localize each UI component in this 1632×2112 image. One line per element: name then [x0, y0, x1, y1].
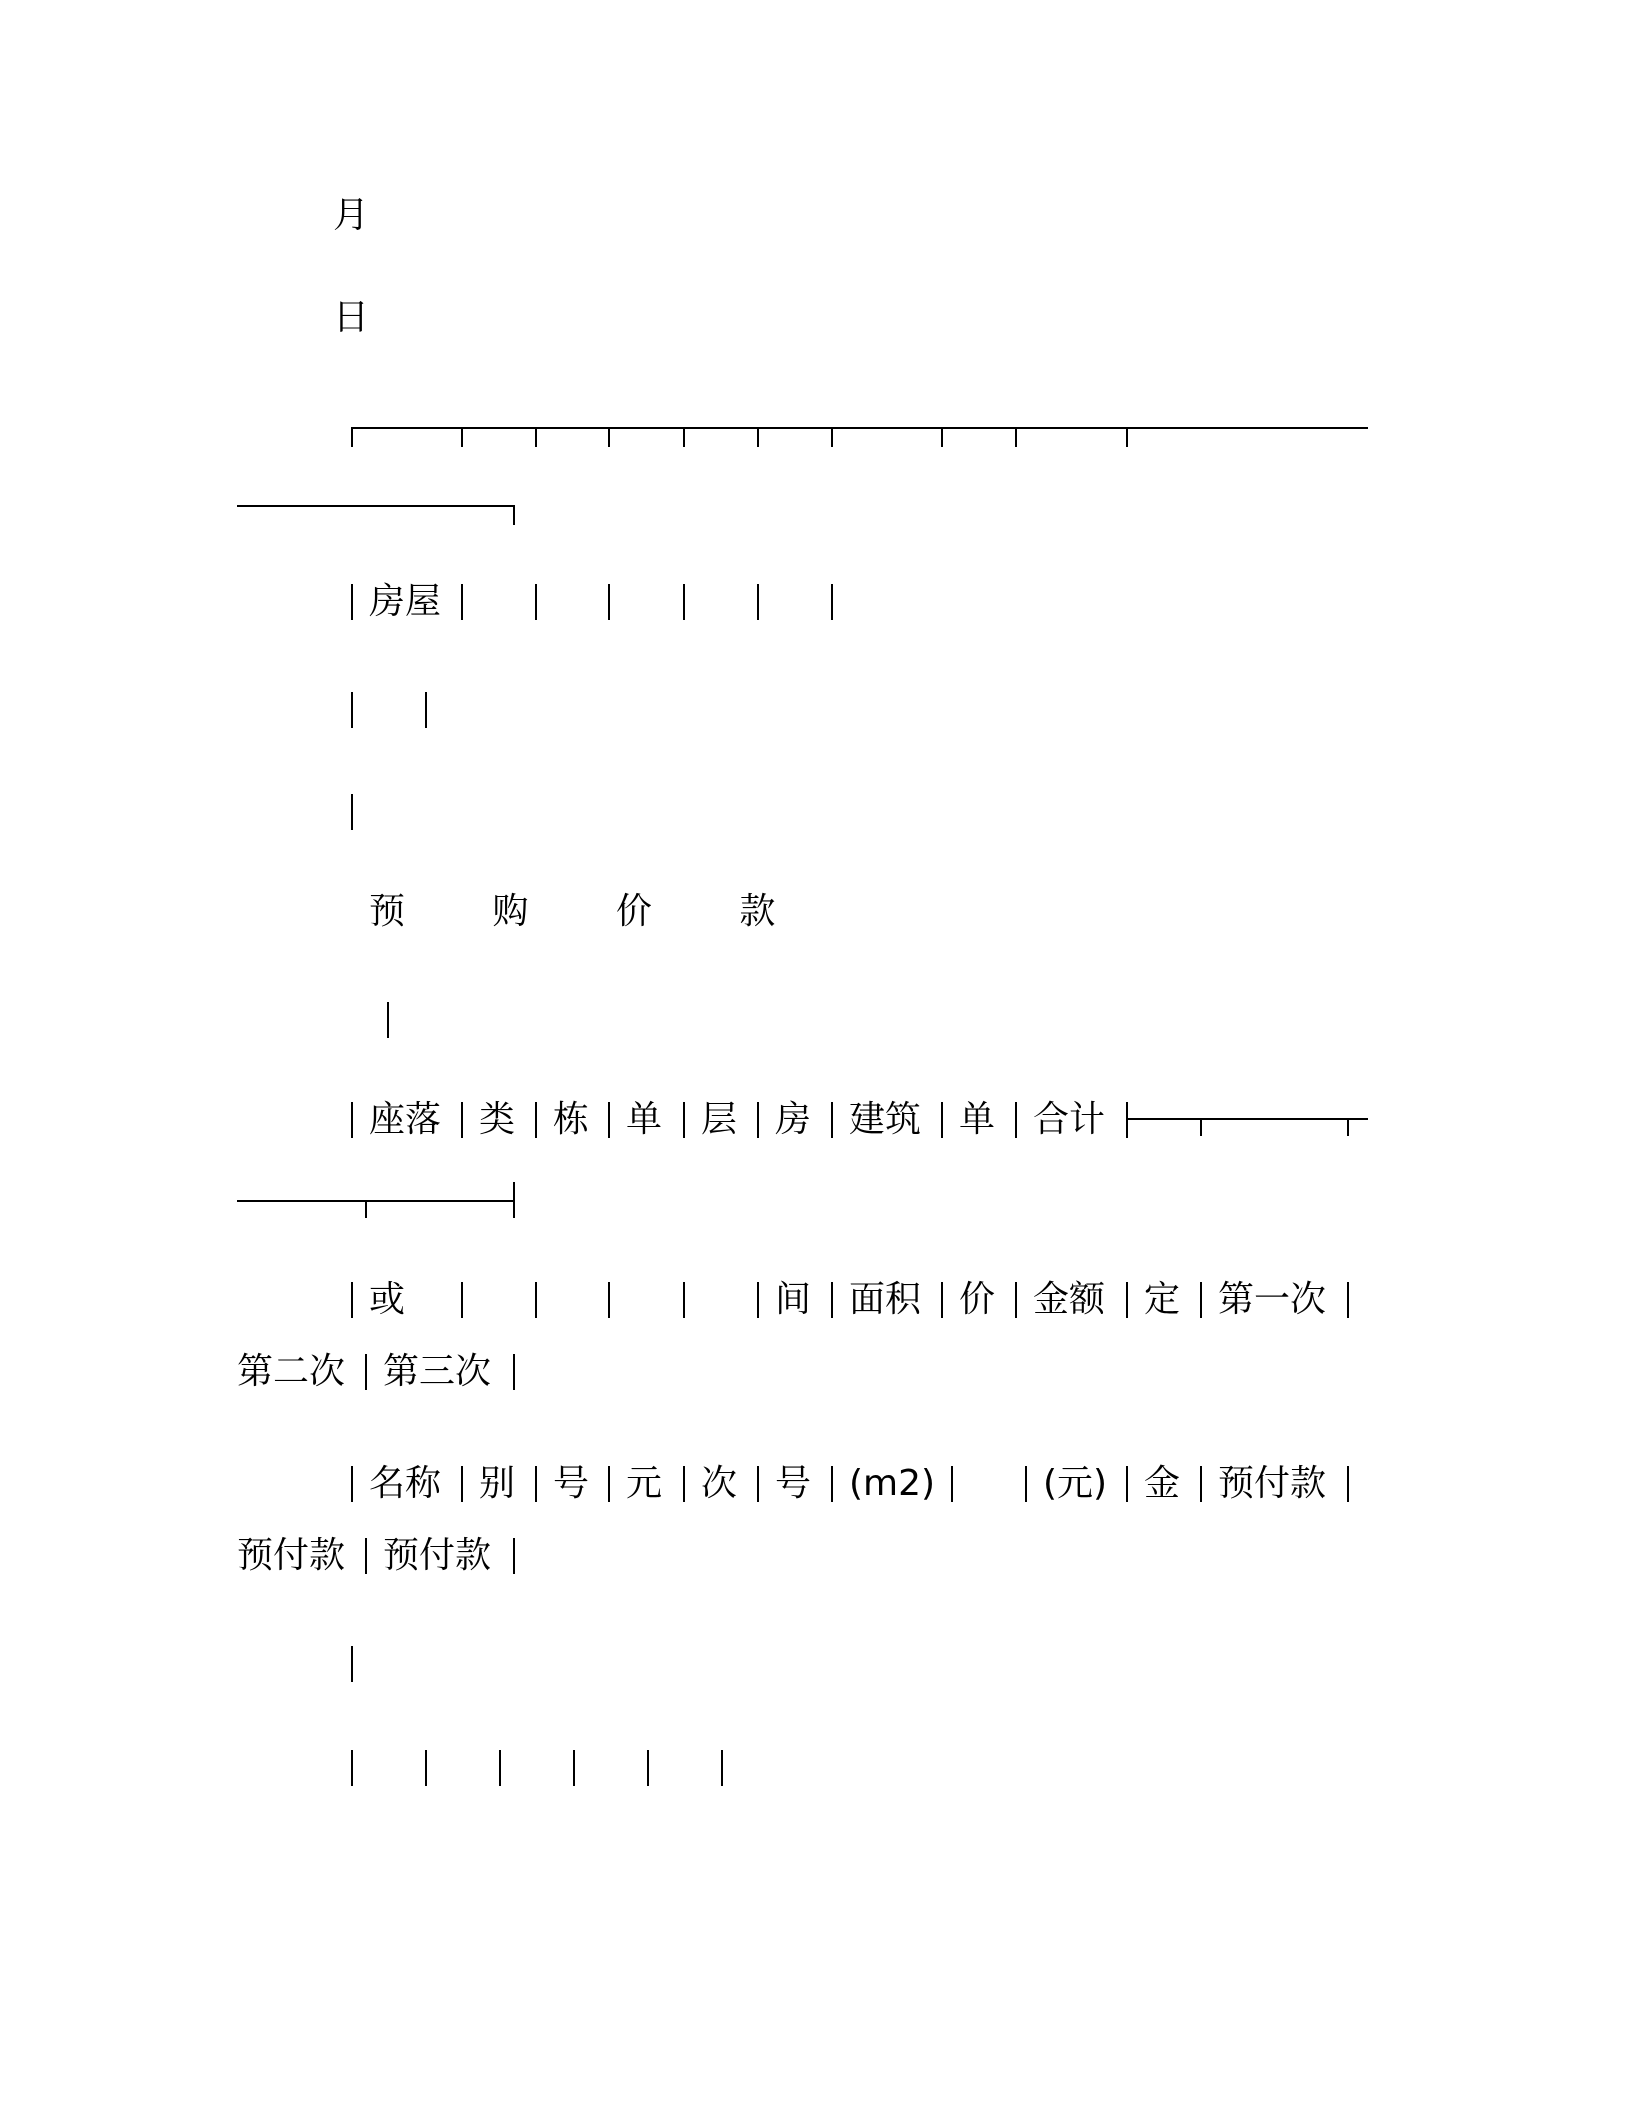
- cell-border: [683, 1466, 685, 1502]
- cell-border: [513, 1538, 515, 1574]
- cell-border: [499, 1750, 501, 1786]
- col-ding: 定: [1144, 1279, 1181, 1320]
- col-mingcheng: 名称: [369, 1463, 442, 1504]
- cell-border: [608, 1466, 610, 1502]
- cell-border: [365, 1538, 367, 1574]
- section-title: 预 购 价 款: [369, 891, 814, 932]
- cell-border: [757, 1282, 759, 1318]
- cell-border: [351, 1750, 353, 1786]
- cell-border: [535, 1466, 537, 1502]
- cell-border: [941, 1282, 943, 1318]
- house-label: 房屋: [369, 581, 442, 622]
- cell-border: [1126, 1102, 1128, 1138]
- cell-border: [757, 1466, 759, 1502]
- col-mianji: 面积: [849, 1279, 922, 1320]
- cell-border: [351, 794, 353, 830]
- cell-border: [351, 1646, 353, 1682]
- cell-border: [683, 584, 685, 620]
- continuation-tick: [365, 1200, 367, 1218]
- top-tick: [757, 427, 759, 447]
- col-heji: 合计: [1033, 1099, 1106, 1140]
- header-rule: [1126, 1118, 1368, 1120]
- col-hao: 号: [553, 1463, 590, 1504]
- cell-border: [608, 1282, 610, 1318]
- cell-border: [831, 1102, 833, 1138]
- date-month: 月: [333, 195, 370, 236]
- cell-border: [461, 1282, 463, 1318]
- cell-border: [365, 1354, 367, 1390]
- cell-border: [351, 584, 353, 620]
- col-huo: 或: [369, 1279, 406, 1320]
- cell-border: [1126, 1282, 1128, 1318]
- top-tick: [535, 427, 537, 447]
- cell-border: [351, 1102, 353, 1138]
- col-unit-area: (m2): [849, 1463, 936, 1504]
- cell-border: [757, 584, 759, 620]
- cell-border: [535, 1102, 537, 1138]
- cell-border: [941, 1102, 943, 1138]
- cell-border: [683, 1102, 685, 1138]
- cell-border: [461, 584, 463, 620]
- continuation-tick: [513, 505, 515, 525]
- col-yuan: 元: [626, 1463, 663, 1504]
- col-third: 第三次: [383, 1351, 492, 1392]
- cell-border: [1126, 1466, 1128, 1502]
- cell-border: [351, 1282, 353, 1318]
- col-bie: 别: [479, 1463, 516, 1504]
- cell-border: [608, 1102, 610, 1138]
- cell-border: [425, 1750, 427, 1786]
- cell-border: [831, 1282, 833, 1318]
- top-tick: [461, 427, 463, 447]
- col-yufu-second: 预付款: [237, 1535, 346, 1576]
- header-tick: [1347, 1118, 1349, 1136]
- col-zuoluo: 座落: [369, 1099, 442, 1140]
- top-tick: [351, 427, 353, 447]
- cell-border: [425, 692, 427, 728]
- cell-border: [1200, 1282, 1202, 1318]
- cell-border: [647, 1750, 649, 1786]
- cell-border: [513, 1354, 515, 1390]
- col-jia: 价: [959, 1279, 996, 1320]
- col-ci: 次: [701, 1463, 738, 1504]
- col-dan-price: 单: [959, 1099, 996, 1140]
- cell-border: [1347, 1282, 1349, 1318]
- col-dan: 单: [626, 1099, 663, 1140]
- cell-border: [387, 1002, 389, 1038]
- col-jian: 间: [775, 1279, 812, 1320]
- col-jin: 金: [1144, 1463, 1181, 1504]
- continuation-rule: [237, 1200, 515, 1202]
- cell-border: [831, 1466, 833, 1502]
- header-tick: [1200, 1118, 1202, 1136]
- cell-border: [951, 1466, 953, 1502]
- top-tick: [608, 427, 610, 447]
- continuation-rule: [237, 505, 515, 507]
- cell-border: [683, 1282, 685, 1318]
- col-unit-yuan: (元): [1043, 1463, 1108, 1504]
- cell-border: [461, 1466, 463, 1502]
- cell-border: [1200, 1466, 1202, 1502]
- cell-border: [1347, 1466, 1349, 1502]
- col-jine: 金额: [1033, 1279, 1106, 1320]
- top-rule: [351, 427, 1368, 429]
- cell-border: [535, 1282, 537, 1318]
- top-tick: [1126, 427, 1128, 447]
- cell-border: [351, 1466, 353, 1502]
- col-yufu-third: 预付款: [383, 1535, 492, 1576]
- col-second: 第二次: [237, 1351, 346, 1392]
- top-tick: [683, 427, 685, 447]
- col-yufu-first: 预付款: [1218, 1463, 1327, 1504]
- cell-border: [1025, 1466, 1027, 1502]
- cell-border: [831, 584, 833, 620]
- cell-border: [535, 584, 537, 620]
- continuation-tick: [513, 1182, 515, 1218]
- cell-border: [757, 1102, 759, 1138]
- col-jianzhu: 建筑: [849, 1099, 922, 1140]
- top-tick: [1015, 427, 1017, 447]
- cell-border: [351, 692, 353, 728]
- cell-border: [461, 1102, 463, 1138]
- cell-border: [608, 584, 610, 620]
- top-tick: [831, 427, 833, 447]
- cell-border: [1015, 1282, 1017, 1318]
- col-dong: 栋: [553, 1099, 590, 1140]
- cell-border: [721, 1750, 723, 1786]
- col-first: 第一次: [1218, 1279, 1327, 1320]
- cell-border: [1015, 1102, 1017, 1138]
- top-tick: [941, 427, 943, 447]
- col-lei: 类: [479, 1099, 516, 1140]
- cell-border: [573, 1750, 575, 1786]
- date-day: 日: [333, 297, 370, 338]
- col-fang: 房: [775, 1099, 812, 1140]
- col-ceng: 层: [701, 1099, 738, 1140]
- col-hao2: 号: [775, 1463, 812, 1504]
